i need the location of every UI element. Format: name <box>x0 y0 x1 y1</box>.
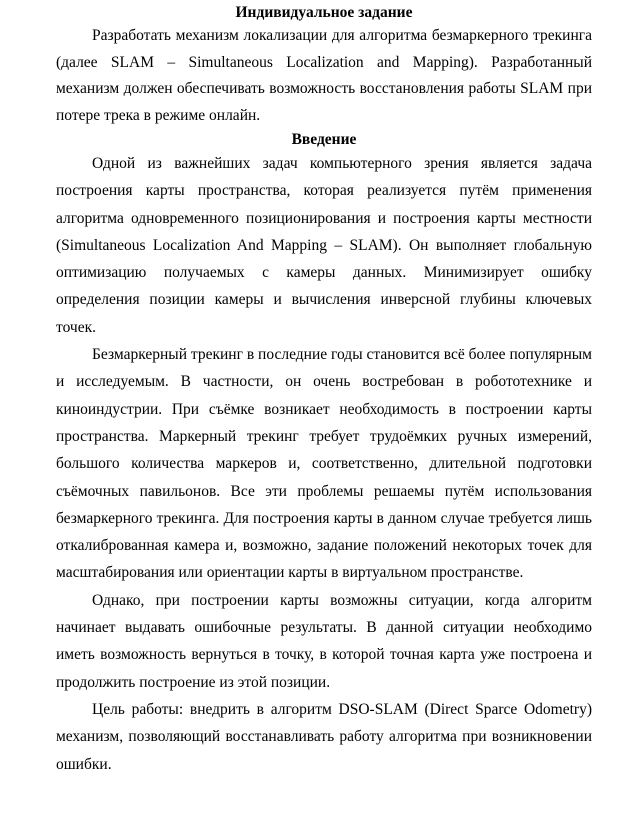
intro-heading: Введение <box>291 131 357 148</box>
intro-paragraph-3: Однако, при построении карты возможны ситуации, когда алгоритм начинает выдавать ошибочные результаты. В данной ситуации необходимо иметь возможность вернуться в точку, в которой точная карта уже построена и продолжить построение из этой позиции. <box>56 591 592 691</box>
intro-section <box>56 130 592 778</box>
document-page <box>56 3 592 778</box>
intro-paragraph-2: Безмаркерный трекинг в последние годы становится всё более популярным и исследуемым. В частности, он очень востребован в робототехнике и киноиндустрии. При съёмке возникает необходимость в построении карты пространства. Маркерный трекинг требует трудоёмких ручных измерений, большого количества маркеров и, соответственно, длительной подготовки съёмочных павильонов. Все эти проблемы решаемы путём использования безмаркерного трекинга. Для построения карты в данном случае требуется лишь откалиброванная камера и, возможно, задание положений некоторых точек для масштабирования или ориентации карты в виртуальном пространстве. <box>56 346 592 582</box>
task-section <box>56 3 592 129</box>
intro-paragraph-4: Цель работы: внедрить в алгоритм DSO-SLAM (Direct Sparce Odometry) механизм, позволяющий восстанавливать работу алгоритма при возникновении ошибки. <box>56 700 592 773</box>
task-paragraph: Разработать механизм локализации для алгоритма безмаркерного трекинга (далее SLAM – Simultaneous Localization and Mapping). Разработанный механизм должен обеспечивать возможность восстановления работы SLAM при потере трека в режиме онлайн. <box>56 27 592 124</box>
task-heading: Индивидуальное задание <box>235 4 413 21</box>
intro-paragraph-1: Одной из важнейших задач компьютерного зрения является задача построения карты пространства, которая реализуется путём применения алгоритма одновременного позиционирования и построения карты местности (Simultaneous Localization And Mapping – SLAM). Он выполняет глобальную оптимизацию получаемых с камеры данных. Минимизирует ошибку определения позиции камеры и вычисления инверсной глубины ключевых точек. <box>56 155 592 336</box>
